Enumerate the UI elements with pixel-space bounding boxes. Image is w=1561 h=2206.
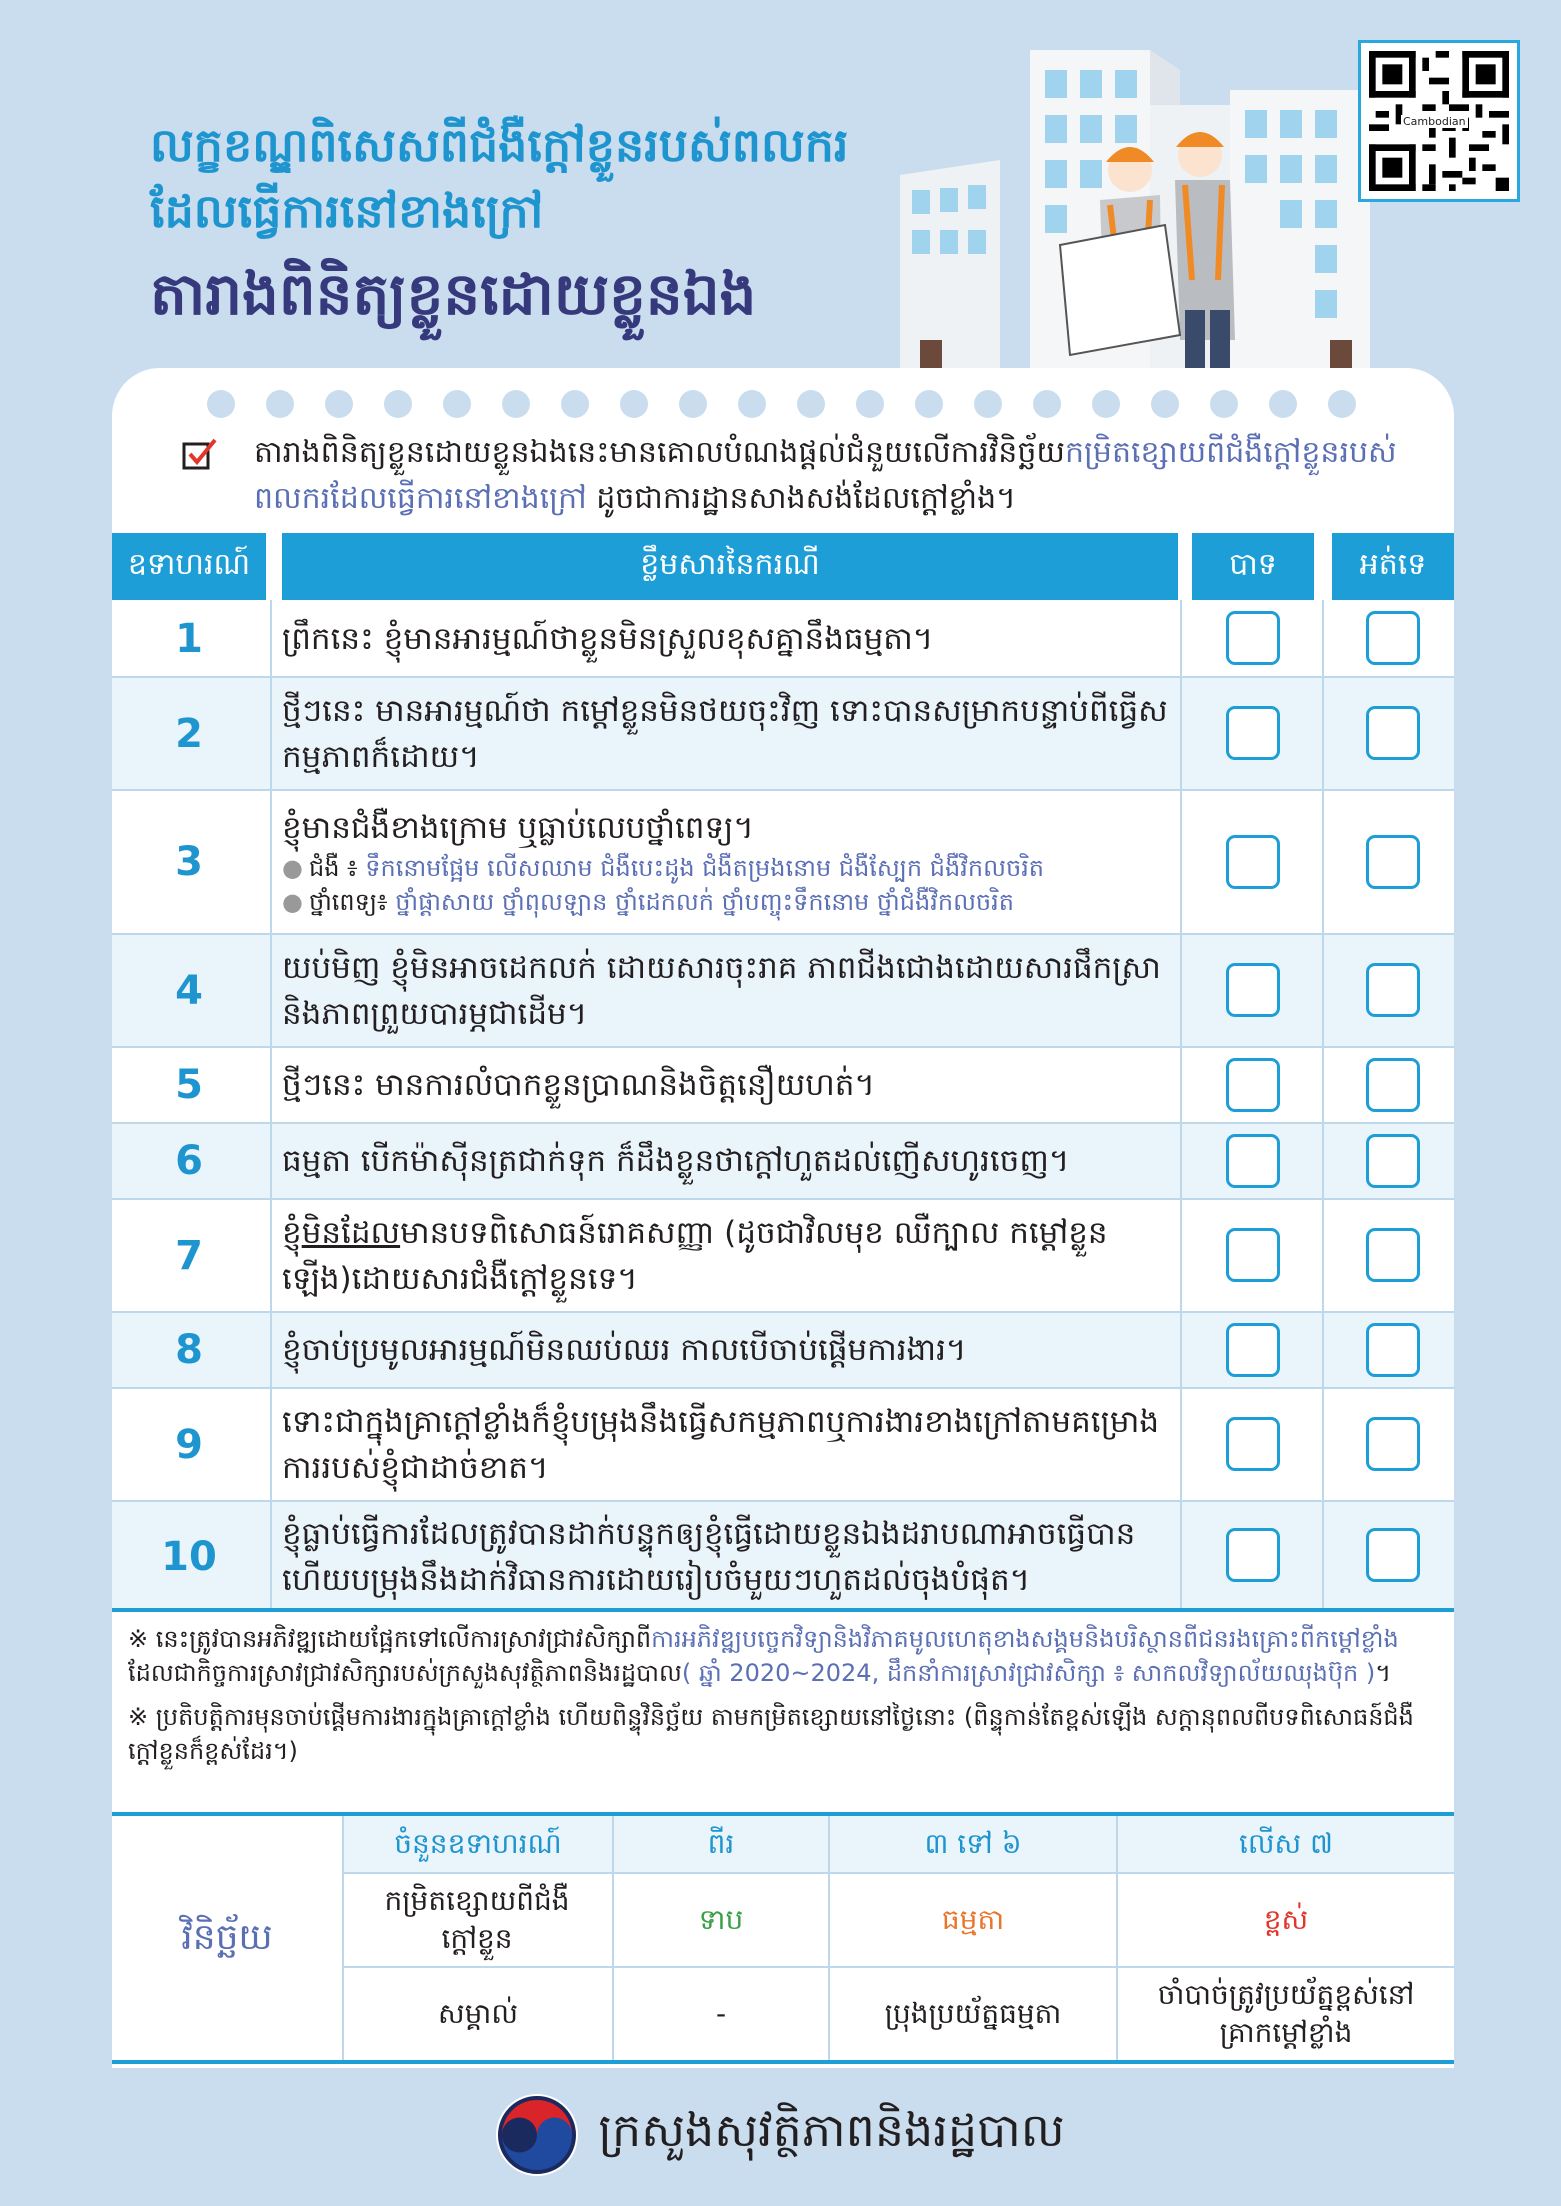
ministry-name: ក្រសួងសុវត្ថិភាពនិងរដ្ឋបាល [598,2102,1065,2157]
col-over-seven: លើស ៧ [1118,1816,1454,1872]
remark-low: - [715,1997,727,2030]
col-header-content: ខ្លឹមសារនៃករណី [282,533,1178,600]
row-number: 9 [175,1421,203,1468]
checkbox-no[interactable] [1366,1134,1420,1188]
col-three-to-six: ៣ ទៅ ៦ [830,1816,1116,1872]
row-text: ថ្មីៗនេះ មានការលំបាកខ្លួនប្រាណនិងចិត្តនឿយហត់។ [282,1067,875,1103]
footnote-1-middle: ដែលជាកិច្ចការស្រាវជ្រាវសិក្សារបស់ក្រសួងសុវត្ថិភាពនិងរដ្ឋបាល [128,1659,682,1687]
disease-lead: ជំងឺ ៖ [308,854,366,882]
checkbox-yes[interactable] [1226,1228,1280,1282]
footnote-1 [128,1622,1438,1690]
col-two: ពីរ [614,1816,828,1872]
title-line-2: ដែលធ្វើការនៅខាងក្រៅ [150,184,544,238]
medicine-items: ថ្នាំផ្តាសាយ ថ្នាំពុលឡាន ថ្នាំដេកលក់ ថ្នាំបញ្ចុះទឹកនោម ថ្នាំជំងឺវិកលចរិត [395,888,1015,916]
checkbox-checked-icon [182,436,218,472]
footnote-1-project: ការអភិវឌ្ឍបច្ចេកវិទ្យានិងវិភាគមូលហេតុខាងសង្គមនិងបរិស្ថានពីជនរងគ្រោះពីកម្តៅខ្លាំង [651,1625,1399,1653]
row-number: 3 [175,839,203,885]
col-count: ចំនួនឧទាហរណ៍ [344,1816,612,1872]
row-number: 10 [161,1533,217,1580]
row-text: យប់មិញ ខ្ញុំមិនអាចដេកលក់ ដោយសារចុះរាគ ភាពជីងជោងដោយសារផឹកស្រា និងភាពព្រួយបារម្ភជាដើម។ [282,949,1161,1032]
checkbox-yes[interactable] [1226,1323,1280,1377]
medicine-lead: ថ្នាំពេទ្យ៖ [308,888,396,916]
row-number: 1 [175,615,203,662]
row-text: ខ្ញុំចាប់ប្រមូលអារម្មណ៍មិនឈប់ឈរ កាលបើចាប់ផ្តើមការងារ។ [282,1332,967,1368]
checkbox-yes[interactable] [1226,1134,1280,1188]
footer [0,2090,1561,2180]
footnotes [128,1622,1438,1778]
row-text: ធម្មតា បើកម៉ាស៊ីនត្រជាក់ទុក ក៏ដឹងខ្លួនថាក្តៅហួតដល់ញើសហូរចេញ។ [282,1143,1070,1179]
intro-text [254,430,1434,522]
remark-label: សម្គាល់ [438,1997,518,2030]
checkbox-no[interactable] [1366,611,1420,665]
judgement-label: វិនិច្ឆ័យ [181,1917,273,1958]
intro-part-1: តារាងពិនិត្យខ្លួនដោយខ្លួនឯងនេះមានគោលបំណងផ្តល់ជំនួយលើការវិនិច្ឆ័យ [254,435,1065,470]
ministry-logo-icon [496,2094,578,2176]
page-title: តារាងពិនិត្យខ្លួនដោយខ្លួនឯង [150,260,757,328]
row-text-start: ខ្ញុំ [282,1214,302,1251]
row-text: ព្រឹកនេះ ខ្ញុំមានអារម្មណ៍ថាខ្លួនមិនស្រួលខុសគ្នានឹងធម្មតា។ [282,620,934,657]
row-number: 4 [175,967,203,1014]
row-text-end: មានបទពិសោធន៍រោគសញ្ញា (ដូចជាវិលមុខ ឈឺក្បាល កម្តៅខ្លួនឡើង)ដោយសារជំងឺក្តៅខ្លួនទេ។ [282,1214,1108,1297]
checkbox-yes[interactable] [1226,706,1280,760]
col-header-no: អត់ទេ [1332,533,1454,600]
title-subheading [150,112,849,244]
checkbox-no[interactable] [1366,1323,1420,1377]
disease-list: ● ជំងឺ ៖ ទឹកនោមផ្អែម លើសឈាម ជំងឺបេះដូង ជំងឺតម្រងនោម ជំងឺស្បែក ជំងឺវិកលចរិត [282,854,1045,882]
checkbox-yes[interactable] [1226,1417,1280,1471]
intro-part-3: ដូចជាការដ្ឋានសាងសង់ដែលក្តៅខ្លាំង។ [586,481,1016,516]
row-text-with-list [282,790,1172,934]
row-text: ខ្ញុំធ្លាប់ធ្វើការដែលត្រូវបានដាក់បន្ទុកឲ្យខ្ញុំធ្វើដោយខ្លួនឯងដរាបណាអាចធ្វើបាន ហើយបម្រុងនឹងដាក់វិធានការដោយរៀបចំមួយៗហួតដល់ចុងបំផុត។ [282,1515,1136,1598]
checkbox-no[interactable] [1366,706,1420,760]
footnote-1-start: ※ នេះត្រូវបានអភិវឌ្ឍដោយផ្អែកទៅលើការស្រាវជ្រាវសិក្សាពី [128,1625,652,1653]
footnote-1-end: ។ [1375,1659,1392,1687]
qr-code-label: Cambodian [1403,115,1466,128]
footnote-1-period: ( ឆ្នាំ 2020~2024, ដឹកនាំការស្រាវជ្រាវសិក្សា ៖ សាកលវិទ្យាល័យឈុងប៊ុក ) [681,1659,1376,1687]
col-header-yes: បាទ [1192,533,1314,600]
intro-highlight: កម្រិតខ្សោយពីជំងឺក្តៅខ្លួនរបស់ពលករដែលធ្វើការនៅខាងក្រៅ [254,435,1397,516]
construction-workers-illustration [900,40,1380,370]
footnote-2: ※ ប្រតិបត្តិការមុនចាប់ផ្តើមការងារក្នុងគ្រាក្តៅខ្លាំង ហើយពិន្ទុវិនិច្ឆ័យ តាមកម្រិតខ្សោយនៅថ្ងៃនោះ (ពិន្ទុកាន់តែខ្ពស់ឡើង សក្តានុពលពីបទពិសោធន៍ជំងឺក្តៅខ្លួនក៏ខ្ពស់ដែរ។) [128,1703,1414,1765]
row-number: 6 [175,1138,203,1184]
checkbox-yes[interactable] [1226,835,1280,889]
qr-code[interactable] [1358,40,1520,202]
checkbox-no[interactable] [1366,963,1420,1017]
medicine-list: ● ថ្នាំពេទ្យ៖ ថ្នាំផ្តាសាយ ថ្នាំពុលឡាន ថ្នាំដេកលក់ ថ្នាំបញ្ចុះទឹកនោម ថ្នាំជំងឺវិកលចរិត [282,888,1015,916]
col-header-example: ឧទាហរណ៍ [112,533,266,600]
row-number: 8 [175,1327,203,1373]
weakness-level-label: កម្រិតខ្សោយពីជំងឺក្តៅខ្លួន [384,1884,570,1955]
checkbox-no[interactable] [1366,1417,1420,1471]
row-text-underlined: មិនដែល [301,1214,401,1251]
judgement-table [112,1812,1454,2064]
checkbox-yes[interactable] [1226,611,1280,665]
checkbox-no[interactable] [1366,835,1420,889]
row-text [282,1199,1172,1312]
row-text: ខ្ញុំមានជំងឺខាងក្រោម ឬធ្លាប់លេបថ្នាំពេទ្យ។ [282,810,754,846]
checkbox-yes[interactable] [1226,1058,1280,1112]
checkbox-no[interactable] [1366,1228,1420,1282]
remark-normal: ប្រុងប្រយ័ត្នធម្មតា [884,1997,1062,2030]
row-number: 7 [175,1232,203,1279]
checkbox-no[interactable] [1366,1528,1420,1582]
remark-high: ចាំបាច់ត្រូវប្រយ័ត្នខ្ពស់នៅគ្រាកម្តៅខ្លាំង [1157,1978,1415,2049]
level-normal: ធម្មតា [941,1903,1005,1936]
checkbox-yes[interactable] [1226,1528,1280,1582]
checkbox-no[interactable] [1366,1058,1420,1112]
level-low: ទាប [698,1903,744,1936]
row-text: ទោះជាក្នុងគ្រាក្តៅខ្លាំងក៏ខ្ញុំបម្រុងនឹងធ្វើសកម្មភាពឬការងារខាងក្រៅតាមគម្រោងការរបស់ខ្ញុំជាដាច់ខាត។ [282,1403,1160,1486]
disease-items: ទឹកនោមផ្អែម លើសឈាម ជំងឺបេះដូង ជំងឺតម្រងនោម ជំងឺស្បែក ជំងឺវិកលចរិត [365,854,1045,882]
row-text: ថ្មីៗនេះ មានអារម្មណ៍ថា កម្តៅខ្លួនមិនថយចុះវិញ ទោះបានសម្រាកបន្ទាប់ពីធ្វើសកម្មភាពក៏ដោយ។ [282,692,1168,775]
checkbox-yes[interactable] [1226,963,1280,1017]
row-number: 2 [175,710,203,757]
row-number: 5 [175,1062,203,1108]
level-high: ខ្ពស់ [1263,1903,1309,1936]
title-line-1: លក្ខខណ្ឌពិសេសពីជំងឺក្តៅខ្លួនរបស់ពលករ [150,118,849,172]
